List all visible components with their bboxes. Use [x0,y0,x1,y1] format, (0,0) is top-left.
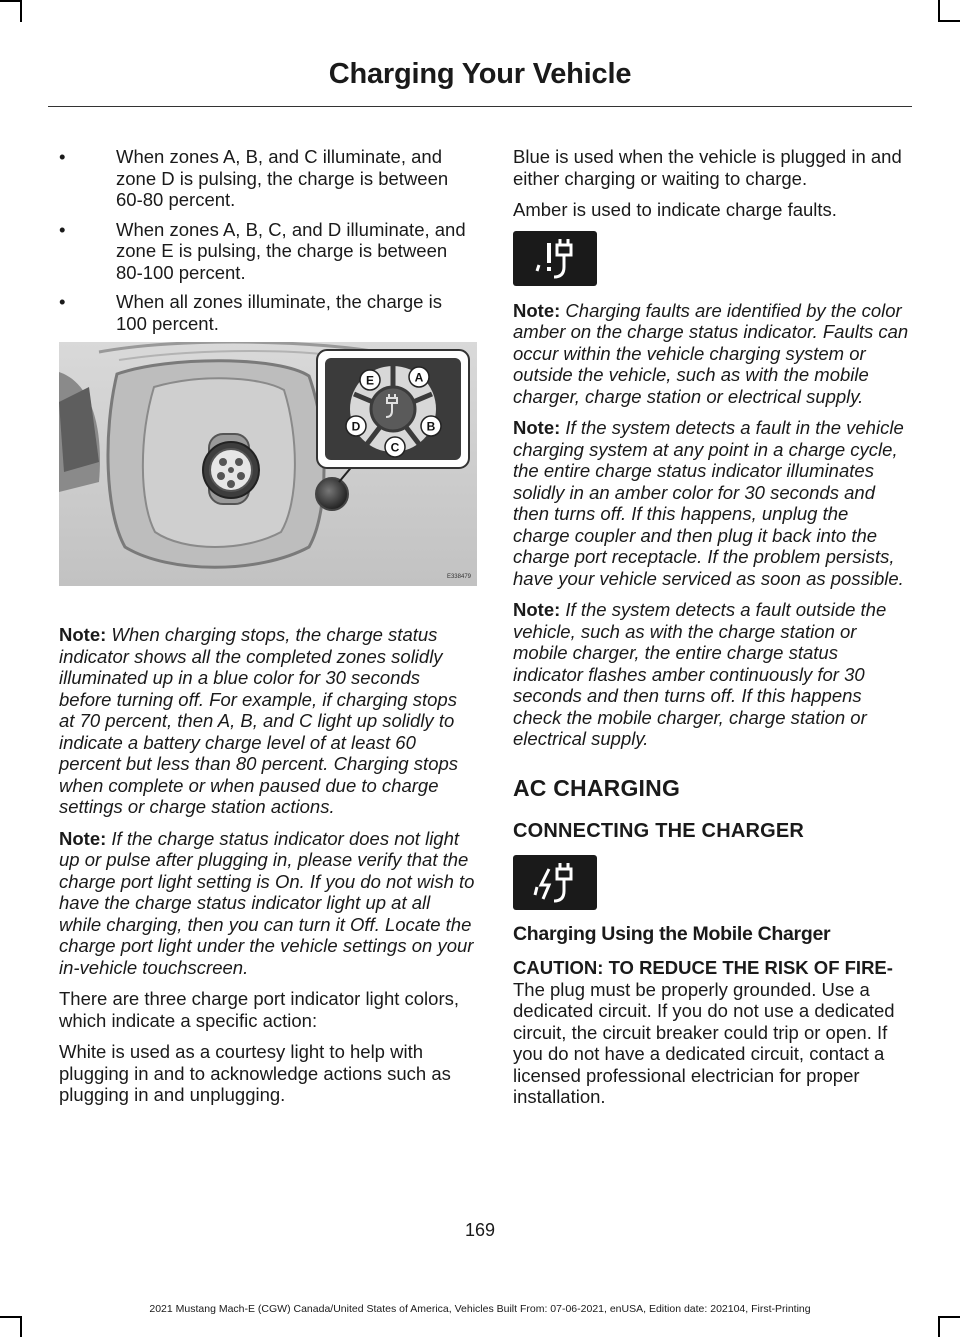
charge-port-illustration [59,342,477,586]
crop-mark [20,1316,22,1337]
body-paragraph: White is used as a courtesy light to help with plugging in and to acknowledge actions such as plugging in and unplugging. [59,1041,451,1105]
subsection-heading: Charging Using the Mobile Charger [513,922,831,945]
note-paragraph: Note: When charging stops, the charge status indicator shows all the completed zones solidly illuminated up in a blue color for 30 seconds before turning off. For example, if charging stops at 70 percent, then A, B, and C light up solidly to indicate a battery charge level of at least 60 percent but less than 80 percent. Charging stops when complete or when paused due to charge settings or charge station actions. [59,624,459,817]
note-paragraph: Note: If the system detects a fault outside the vehicle, such as with the charge station or mobile charger, the entire charge status indicator flashes amber continuously for 30 seconds and then turns off. If this happens check the mobile charger, charge station or electrical supply. [513,599,887,749]
zone-label-b: B [426,419,436,434]
note-paragraph: Note: Charging faults are identified by the color amber on the charge status indicator. Faults can occur within the vehicle charging system or outside the vehicle, such as with the mobile charger, charge station or electrical supply. [513,299,909,407]
page-title: Charging Your Vehicle [328,58,632,90]
figure-code: E338479 [446,574,471,580]
crop-mark [940,20,960,22]
crop-mark [938,0,940,22]
charge-fault-icon [513,231,597,286]
body-paragraph: There are three charge port indicator light colors, which indicate a specific action: [59,988,460,1031]
right-column [513,146,909,1118]
zone-label-c: C [390,440,400,455]
crop-mark [0,1316,20,1318]
body-paragraph: Blue is used when the vehicle is plugged in and either charging or waiting to charge. [513,146,902,189]
bullet-icon: • [59,291,66,312]
crop-mark [940,1316,960,1318]
left-column [59,146,477,1116]
list-item: • When zones A, B, C, and D illuminate, and zone E is pulsing, the charge is between 80-100 percent. [59,218,466,283]
list-item: • When all zones illuminate, the charge is 100 percent. [59,291,442,334]
zone-label-a: A [414,370,424,385]
zone-bullet-list [59,146,477,334]
sub-heading: CONNECTING THE CHARGER [513,820,805,842]
page-footer: 2021 Mustang Mach-E (CGW) Canada/United States of America, Vehicles Built From: 07-06-2021, enUSA, Edition date: 202104, First-Printing [149,1303,811,1315]
note-paragraph: Note: If the charge status indicator does not light up or pulse after plugging in, please verify that the charge port light setting is On. If you do not wish to have the charge status indicator light up at all while charging, then you can turn it Off. Locate the charge port light under the vehicle settings on your in-vehicle touchscreen. [59,827,475,978]
section-heading: AC CHARGING [513,774,681,801]
zone-label-d: D [351,419,361,434]
zone-label-e: E [365,373,375,388]
body-paragraph: Amber is used to indicate charge faults. [513,199,837,220]
crop-mark [938,1316,940,1337]
page-number: 169 [464,1220,496,1240]
bullet-icon: • [59,218,66,240]
list-item: • When zones A, B, and C illuminate, and zone D is pulsing, the charge is between 60-80 percent. [59,146,449,210]
note-paragraph: Note: If the system detects a fault in the vehicle charging system at any point in a charge cycle, the entire charge status indicator illuminates solidly in an amber color for 30 seconds and then turns off. If this happens, unplug the charge coupler and then plug it back into the charge port receptacle. If the problem persists, have your vehicle serviced as soon as possible. [513,417,904,589]
title-divider [48,106,912,107]
crop-mark [0,0,20,2]
caution-paragraph: CAUTION: TO REDUCE THE RISK OF FIRE- The plug must be properly grounded. Use a dedicated circuit. If you do not use a dedicated circuit, the circuit breaker could trip or open. If you do not have a dedicated circuit, contact a licensed professional electrician for proper installation. [513,957,895,1107]
electric-charging-icon [513,855,597,910]
bullet-icon: • [59,146,66,167]
crop-mark [20,0,22,22]
